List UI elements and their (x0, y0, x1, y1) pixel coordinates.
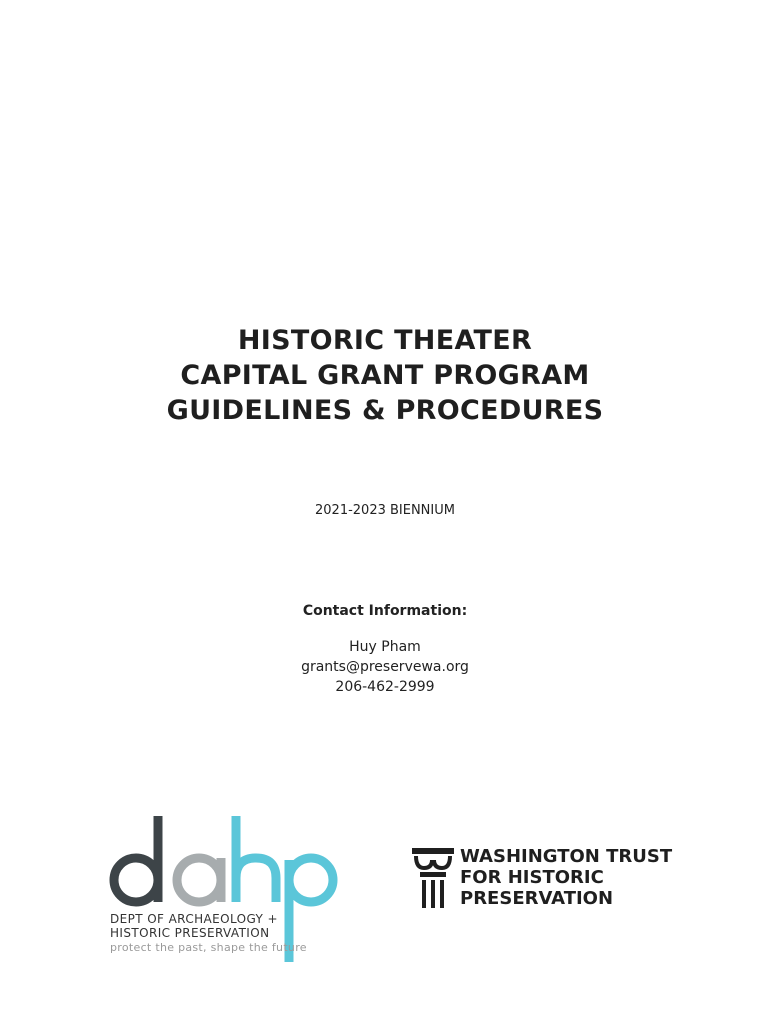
contact-name: Huy Pham (349, 639, 421, 655)
contact-heading: Contact Information: (302, 603, 468, 619)
contact-block (0, 603, 770, 697)
contact-phone: 206-462-2999 (335, 679, 435, 695)
title-line-2: CAPITAL GRANT PROGRAM (180, 360, 590, 391)
wt-line-2: FOR HISTORIC (460, 867, 604, 888)
dahp-subtitle-line-1: DEPT OF ARCHAEOLOGY + (110, 912, 278, 926)
washington-trust-logo (412, 848, 702, 912)
contact-email[interactable]: grants@preservewa.org (301, 659, 469, 675)
title-line-3: GUIDELINES & PROCEDURES (166, 395, 604, 426)
wt-line-1: WASHINGTON TRUST (460, 846, 673, 867)
washington-trust-name (460, 846, 672, 909)
wt-line-3: PRESERVATION (460, 888, 614, 909)
dahp-subtitle-line-2: HISTORIC PRESERVATION (110, 926, 270, 940)
dahp-tagline: protect the past, shape the future (110, 941, 307, 954)
column-icon (412, 848, 454, 910)
title-line-1: HISTORIC THEATER (237, 325, 533, 356)
biennium-label: 2021-2023 BIENNIUM (315, 503, 455, 518)
title-block (0, 323, 770, 428)
